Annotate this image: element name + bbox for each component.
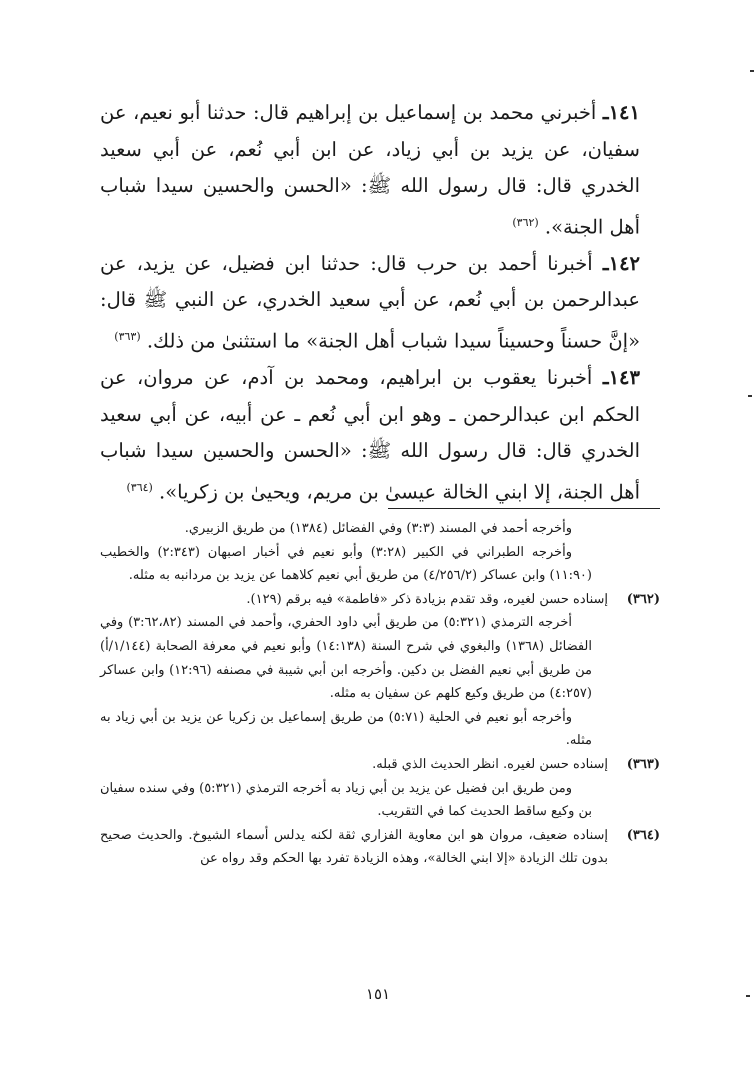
hadith-number: ١٤٢ـ — [602, 251, 641, 275]
page-number: ١٥١ — [365, 985, 391, 1003]
footnote-number: (٣٦٢) — [626, 591, 660, 607]
hadith-text: أخبرنا أحمد بن حرب قال: حدثنا ابن فضيل، عن يزيد، عن عبدالرحمن بن أبي نُعم، عن أبي سعيد الخدري، عن النبي ﷺ قال: «إنَّ حسناً وحسيناً سيدا شباب أهل الجنة» ما استثنىٰ من ذلك. — [100, 251, 640, 353]
hadith-number: ١٤١ـ — [602, 101, 640, 124]
hadith-142 — [100, 246, 640, 360]
footnote-paragraph: وأخرجه أبو نعيم في الحلية (٥:٧١) من طريق إسماعيل بن زكريا عن يزيد بن أبي زياد به مثله. — [100, 709, 592, 749]
scan-mark — [748, 395, 752, 397]
footnote-continuation: وأخرجه أحمد في المسند (٣:٣) وفي الفضائل (١٣٨٤) من طريق الزبيري. — [184, 521, 572, 536]
footnote-363 — [100, 753, 660, 777]
footnote-continuation: وأخرجه الطبراني في الكبير (٣:٢٨) وأبو نعيم في أخبار اصبهان (٢:٣٤٣) والخطيب (١١:٩٠) وابن عساكر (٤/٢٥٦/٢) من طريق أبي نعيم كلاهما عن يزيد بن مردانبه به مثله. — [100, 544, 592, 584]
hadith-143 — [100, 360, 640, 511]
hadith-141 — [100, 95, 640, 246]
footnote-text: إسناده حسن لغيره. انظر الحديث الذي قبله. — [372, 756, 608, 772]
footnote-364 — [100, 824, 660, 871]
footnotes-section — [100, 517, 660, 871]
footnote-number: (٣٦٤) — [626, 827, 660, 843]
hadith-section — [100, 95, 640, 511]
footnote-text: إسناده حسن لغيره، وقد تقدم بزيادة ذكر «فاطمة» فيه برقم (١٢٩). — [246, 591, 608, 607]
footnote-separator — [388, 508, 660, 509]
scan-mark — [746, 995, 750, 997]
hadith-number: ١٤٣ـ — [602, 366, 640, 390]
footnote-reference: (٣٦٤) — [126, 480, 153, 494]
scan-mark — [750, 70, 754, 72]
footnote-reference: (٣٦٢) — [512, 215, 539, 229]
hadith-text: أخبرني محمد بن إسماعيل بن إبراهيم قال: حدثنا أبو نعيم، عن سفيان، عن يزيد بن أبي زياد، عن ابن أبي نُعم، عن أبي سعيد الخدري قال: قال رسول الله ﷺ: «الحسن والحسين سيدا شباب أهل الجنة». — [100, 101, 640, 239]
hadith-text: أخبرنا يعقوب بن ابراهيم، ومحمد بن آدم، عن مروان، عن الحكم ابن عبدالرحمن ـ وهو ابن أبي نُعم ـ عن أبيه، عن أبي سعيد الخدري قال: قال رسول الله ﷺ: «الحسن والحسين سيدا شباب أهل الجنة، إلا ابني الخالة عيسىٰ بن مريم، ويحيىٰ بن زكريا». — [100, 366, 640, 504]
footnote-paragraph: أخرجه الترمذي (٥:٣٢١) من طريق أبي داود الحفري، وأحمد في المسند (٣:٦٢،٨٢) وفي الفضائل (١٣٦٨) والبغوي في شرح السنة (١٤:١٣٨) وأبو نعيم في معرفة الصحابة (١/١٤٤/أ) من طريق أبي نعيم الفضل بن دكين. وأخرجه ابن أبي شيبة في مصنفه (١٢:٩٦) وابن عساكر (٤:٢٥٧) من طريق وكيع كلهم عن سفيان به مثله. — [100, 615, 592, 702]
footnote-text: إسناده ضعيف، مروان هو ابن معاوية الفزاري ثقة لكنه يدلس أسماء الشيوخ. والحديث صحيح بدون تلك الزيادة «إلا ابني الخالة»، وهذه الزيادة تفرد بها الحكم وقد رواه عن — [100, 827, 608, 867]
footnote-reference: (٣٦٣) — [114, 330, 141, 344]
footnote-paragraph: ومن طريق ابن فضيل عن يزيد بن أبي زياد به أخرجه الترمذي (٥:٣٢١) وفي سنده سفيان بن وكيع ساقط الحديث كما في التقريب. — [100, 780, 592, 820]
footnote-362 — [100, 588, 660, 612]
footnote-number: (٣٦٣) — [626, 756, 660, 772]
